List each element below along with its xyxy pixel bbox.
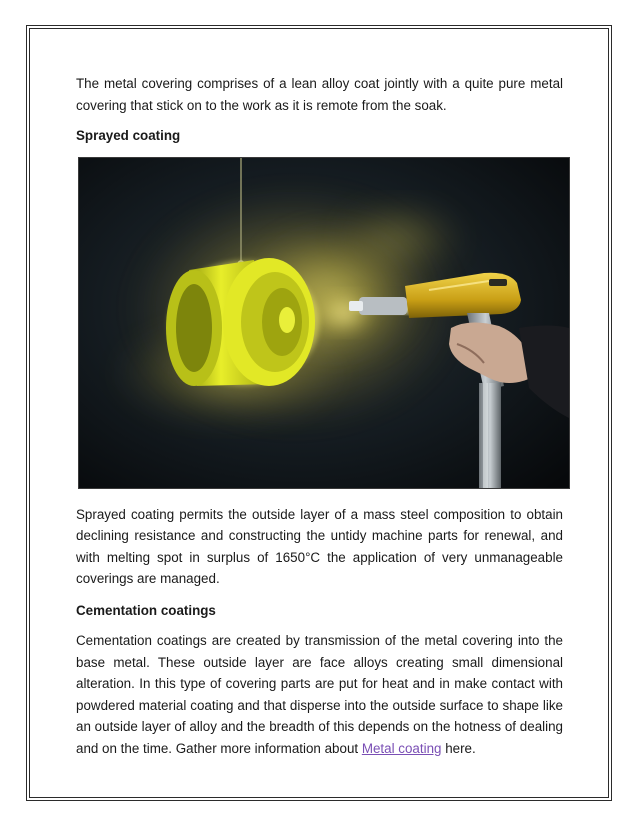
heading-sprayed-coating: Sprayed coating: [76, 128, 181, 143]
cementation-paragraph: [76, 630, 563, 759]
spray-gun-coating-photo: [78, 157, 570, 489]
cementation-tail: here.: [441, 740, 476, 756]
sprayed-coating-paragraph: Sprayed coating permits the outside layer of a mass steel composition to obtain declining resistance and constructing the untidy machine parts for renewal, and with melting spot in surplus of 1650°C the application of very unmanageable coverings are managed.: [76, 506, 563, 586]
metal-coating-link[interactable]: Metal coating: [361, 740, 442, 756]
intro-paragraph: The metal covering comprises of a lean alloy coat jointly with a quite pure metal covering that stick on to the work as it is remote from the soak.: [76, 76, 563, 113]
heading-cementation-coatings: Cementation coatings: [76, 602, 216, 618]
document-content: [76, 73, 563, 759]
cementation-text: Cementation coatings are created by transmission of the metal covering into the base metal. These outside layer are face alloys creating small dimensional alteration. In this type of covering parts are put for heat and in make contact with powdered material coating and that disperse into the outside surface to shape like an outside layer of alloy and the breadth of this depends on the hotness of dealing and on the time. Gather more information about: [76, 633, 563, 756]
